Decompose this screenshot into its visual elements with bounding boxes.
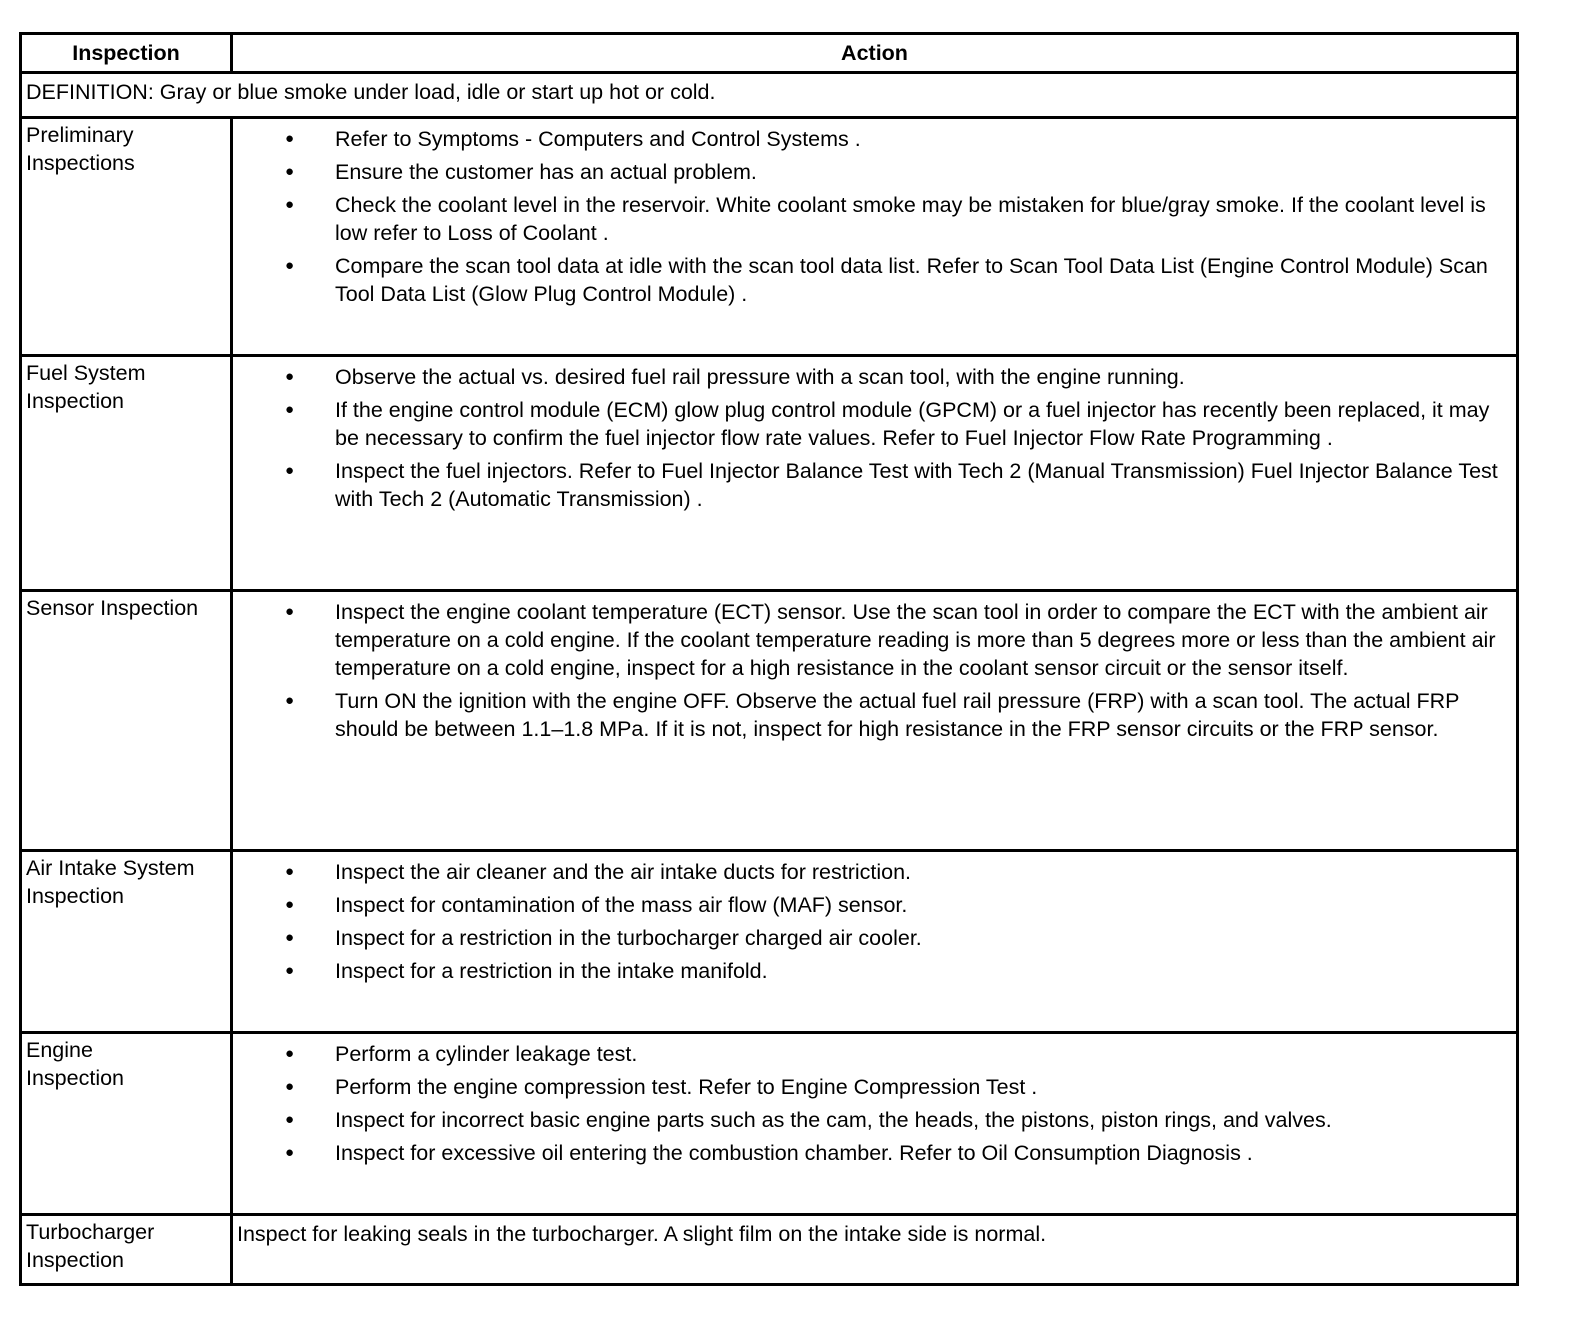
inspection-label: Sensor Inspection [21,591,232,851]
action-header: Action [232,34,1518,73]
action-item: ● Turn ON the ignition with the engine OFF. Observe the actual fuel rail pressure (FRP) with a scan tool. The actual FRP should be between 1.1–1.8 MPa. If it is not, inspect for high resistance in the FRP sensor circuits or the FRP sensor. [233,687,1510,743]
action-item: ● Inspect for incorrect basic engine parts such as the cam, the heads, the pistons, piston rings, and valves. [233,1106,1510,1134]
inspection-label-text: Turbocharger Inspection [26,1220,155,1272]
inspection-label [21,1215,232,1285]
action-text: Inspect for leaking seals in the turbocharger. A slight film on the intake side is normal. [232,1215,1518,1285]
action-item: ● Inspect for excessive oil entering the combustion chamber. Refer to Oil Consumption Diagnosis . [233,1139,1510,1167]
action-list [233,858,1510,985]
action-item: ● Perform the engine compression test. Refer to Engine Compression Test . [233,1073,1510,1101]
action-list [233,598,1510,743]
action-cell [232,118,1518,356]
action-item: ● Refer to Symptoms - Computers and Control Systems . [233,125,1510,153]
diagnostic-table [19,32,1519,1286]
action-cell [232,591,1518,851]
action-item: ● If the engine control module (ECM) glow plug control module (GPCM) or a fuel injector has recently been replaced, it may be necessary to confirm the fuel injector flow rate values. Refer to Fuel Injector Flow Rate Programming . [233,396,1510,452]
inspection-label [21,356,232,591]
action-list [233,125,1510,308]
inspection-label-text: Fuel System Inspection [26,361,146,413]
inspection-label-text: Air Intake System Inspection [26,856,195,908]
action-item: ● Inspect the air cleaner and the air intake ducts for restriction. [233,858,1510,886]
action-item: ● Observe the actual vs. desired fuel rail pressure with a scan tool, with the engine running. [233,363,1510,391]
action-cell [232,1033,1518,1215]
action-item: ● Compare the scan tool data at idle with the scan tool data list. Refer to Scan Tool Data List (Engine Control Module) Scan Tool Data List (Glow Plug Control Module) . [233,252,1510,308]
inspection-label-text: Engine Inspection [26,1038,125,1090]
action-item: ● Ensure the customer has an actual problem. [233,158,1510,186]
definition-row [21,73,1518,118]
table-row [21,118,1518,356]
table-row [21,1033,1518,1215]
inspection-label-text: Preliminary Inspections [26,123,135,175]
action-item: ● Inspect the engine coolant temperature (ECT) sensor. Use the scan tool in order to compare the ECT with the ambient air temperature on a cold engine. If the coolant temperature reading is more than 5 degrees more or less than the ambient air temperature on a cold engine, inspect for a high resistance in the coolant sensor circuit or the sensor itself. [233,598,1510,682]
definition-text: DEFINITION: Gray or blue smoke under load, idle or start up hot or cold. [21,73,1518,118]
action-item: ● Perform a cylinder leakage test. [233,1040,1510,1068]
action-item: ● Inspect the fuel injectors. Refer to Fuel Injector Balance Test with Tech 2 (Manual Transmission) Fuel Injector Balance Test with Tech 2 (Automatic Transmission) . [233,457,1510,513]
action-item: ● Inspect for a restriction in the turbocharger charged air cooler. [233,924,1510,952]
action-cell [232,356,1518,591]
table-row [21,591,1518,851]
action-list [233,363,1510,513]
inspection-label [21,1033,232,1215]
header-row [21,34,1518,73]
action-item: ● Inspect for a restriction in the intake manifold. [233,957,1510,985]
action-cell [232,851,1518,1033]
table-row [21,356,1518,591]
inspection-label [21,851,232,1033]
action-item: ● Check the coolant level in the reservoir. White coolant smoke may be mistaken for blue/gray smoke. If the coolant level is low refer to Loss of Coolant . [233,191,1510,247]
table-row [21,1215,1518,1285]
inspection-label [21,118,232,356]
table-row [21,851,1518,1033]
action-item: ● Inspect for contamination of the mass air flow (MAF) sensor. [233,891,1510,919]
action-list [233,1040,1510,1167]
inspection-header: Inspection [21,34,232,73]
